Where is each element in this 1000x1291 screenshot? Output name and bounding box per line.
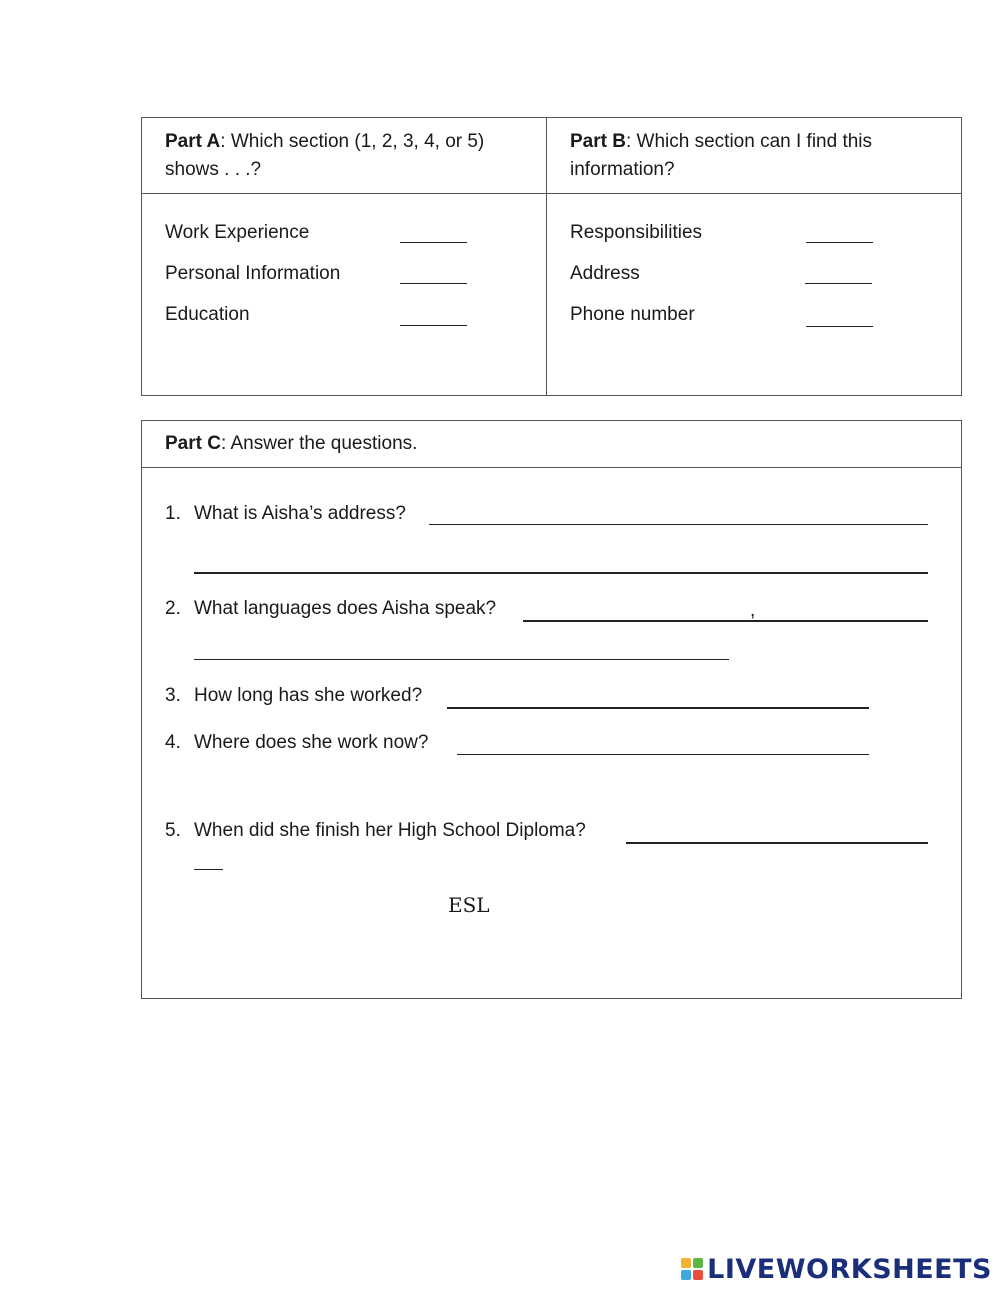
part-c-heading: Part C: Answer the questions. [165, 433, 418, 454]
part-ab-divider [546, 117, 547, 396]
question-2-number: 2. [165, 598, 181, 619]
question-1-answer-line-1[interactable] [429, 505, 928, 525]
question-3-number: 3. [165, 685, 181, 706]
part-b-item-address: Address [570, 263, 640, 284]
part-a-item-work-experience: Work Experience [165, 222, 310, 243]
logo-square-3 [681, 1270, 691, 1280]
logo-square-1 [681, 1258, 691, 1268]
question-2-answer-line-2[interactable] [194, 641, 729, 660]
part-c-header-rule [141, 467, 962, 468]
question-1-text: What is Aisha’s address? [194, 503, 406, 524]
question-4-number: 4. [165, 732, 181, 753]
part-a-answer-blank-1[interactable] [400, 222, 467, 243]
part-b-answer-blank-3[interactable] [806, 306, 873, 327]
question-4-text: Where does she work now? [194, 732, 429, 753]
part-a-answer-blank-2[interactable] [400, 263, 467, 284]
liveworksheets-logo-icon [681, 1258, 703, 1280]
question-5-text: When did she finish her High School Diploma? [194, 820, 586, 841]
part-a-item-personal-information: Personal Information [165, 263, 341, 284]
question-2-answer-line-1[interactable] [523, 600, 928, 622]
liveworksheets-brand [681, 1252, 992, 1286]
esl-label: ESL [448, 893, 490, 917]
part-a-answer-blank-3[interactable] [400, 305, 467, 326]
liveworksheets-wordmark: LIVEWORKSHEETS [707, 1253, 992, 1285]
question-4-answer-line[interactable] [457, 735, 869, 755]
part-b-heading: Part B: Which section can I find this information? [570, 131, 873, 180]
part-b-answer-blank-1[interactable] [806, 222, 873, 243]
question-1-answer-line-2[interactable] [194, 552, 928, 574]
question-5-answer-line-2[interactable] [194, 852, 223, 870]
question-5-answer-line-1[interactable] [626, 822, 928, 844]
question-2-text: What languages does Aisha speak? [194, 598, 497, 619]
question-3-answer-line[interactable] [447, 687, 869, 709]
part-a-heading: Part A: Which section (1, 2, 3, 4, or 5) shows . . .? [165, 131, 485, 180]
part-b-item-responsibilities: Responsibilities [570, 222, 703, 243]
question-3-text: How long has she worked? [194, 685, 423, 706]
part-a-item-education: Education [165, 304, 250, 325]
logo-square-2 [693, 1258, 703, 1268]
question-5-number: 5. [165, 820, 181, 841]
part-b-answer-blank-2[interactable] [805, 263, 872, 284]
part-b-item-phone-number: Phone number [570, 304, 695, 325]
part-ab-header-rule [141, 193, 962, 194]
question-1-number: 1. [165, 503, 181, 524]
question-2-comma: , [750, 600, 756, 621]
logo-square-4 [693, 1270, 703, 1280]
